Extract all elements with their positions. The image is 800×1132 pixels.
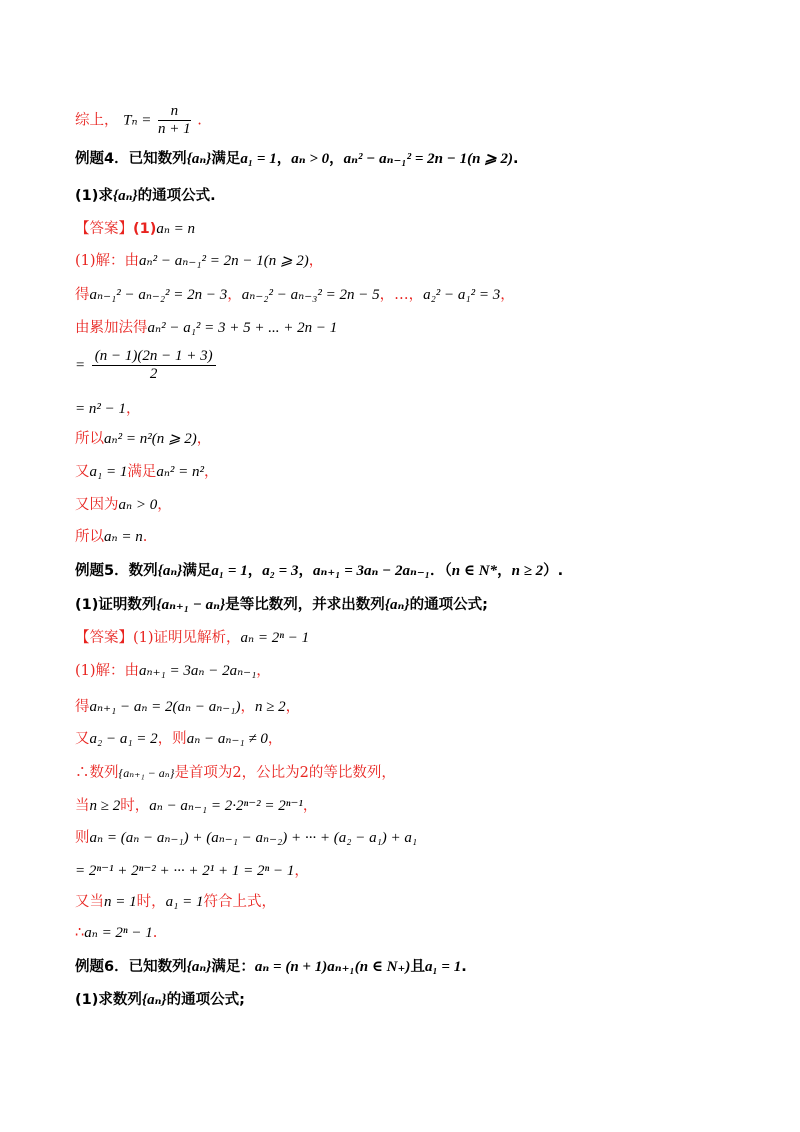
formula: = 2ⁿ⁻¹ + 2ⁿ⁻² + ··· + 2¹ + 1 = 2ⁿ − 1: [75, 863, 295, 879]
question-1: [75, 989, 245, 1011]
formula: aₙ > 0: [291, 151, 330, 167]
solution-line: [75, 250, 323, 272]
formula: aₙ > 0: [118, 497, 158, 513]
solution-line: [75, 728, 282, 750]
text: 又: [75, 731, 90, 747]
example-4-heading: [75, 148, 519, 170]
solution-line: [75, 461, 219, 483]
text: ，: [196, 431, 212, 447]
formula: aₙ = n: [104, 529, 143, 545]
text: ，: [256, 663, 271, 679]
solution-line: [75, 317, 337, 339]
text: ∴: [75, 925, 85, 941]
fraction: [92, 348, 216, 383]
text: ，: [126, 401, 141, 417]
formula: aₙ = 2ⁿ − 1: [240, 630, 310, 646]
text: 由累加法得: [75, 320, 148, 336]
formula: aₙ − aₙ₋₁ ≠ 0: [186, 731, 268, 747]
formula: aₙ − aₙ₋₁ = 2·2ⁿ⁻² = 2ⁿ⁻¹: [149, 798, 303, 814]
text: 得: [75, 699, 90, 715]
text: .: [461, 959, 467, 975]
question-1: [75, 185, 216, 207]
summary-end: .: [197, 112, 202, 129]
solution-line: [75, 398, 141, 420]
summary-line: [75, 103, 202, 138]
text: 又因为: [75, 497, 119, 513]
text: ．（: [430, 563, 452, 579]
fraction-numerator: n: [158, 103, 191, 121]
text: (1)证明见解析，: [133, 630, 241, 646]
solution-line: [75, 795, 317, 817]
text: ，: [308, 253, 324, 269]
text: ，: [294, 863, 309, 879]
formula: n ∈ N*: [451, 563, 498, 579]
fraction-denominator: 2: [149, 366, 158, 382]
text: (1)证明数列: [75, 597, 157, 613]
text: 所以: [75, 431, 104, 447]
formula: aₙ₋₁² − aₙ₋₂² = 2n − 3: [89, 287, 228, 303]
example-5-heading: [75, 560, 563, 582]
solution-line: [75, 827, 417, 849]
formula: n ≥ 2: [254, 699, 286, 715]
formula: n ≥ 2: [89, 798, 121, 814]
text: ，: [500, 287, 515, 303]
text: .: [142, 529, 148, 545]
solution-line: [75, 860, 309, 882]
formula: aₙ₊₁ − aₙ = 2(aₙ − aₙ₋₁): [89, 699, 241, 715]
formula: aₙ² − aₙ₋₁² = 2n − 1(n ⩾ 2): [343, 151, 513, 167]
text: ，: [329, 151, 344, 167]
text: ∴数列: [75, 765, 119, 781]
text: 所以: [75, 529, 104, 545]
formula: aₙ² − aₙ₋₁² = 2n − 1(n ⩾ 2): [139, 253, 309, 269]
formula: aₙ = (aₙ − aₙ₋₁) + (aₙ₋₁ − aₙ₋₂) + ··· + (a₂ − a₁) + a₁: [89, 830, 418, 846]
formula: aₙ₋₂² − aₙ₋₃² = 2n − 5: [241, 287, 380, 303]
text: (1)解：由: [75, 253, 140, 269]
text: 时，: [120, 798, 150, 814]
text: ，: [302, 798, 318, 814]
text: 满足: [211, 151, 241, 167]
text: 的通项公式.: [137, 188, 216, 204]
formula: a₂ − a₁ = 2: [89, 731, 158, 747]
formula: n = 1: [104, 894, 137, 910]
formula: aₙ = n: [156, 221, 196, 237]
example-label: 例题6．已知数列: [75, 959, 187, 975]
solution-line: [75, 891, 276, 913]
text: ，: [204, 464, 219, 480]
formula: {aₙ}: [141, 992, 167, 1008]
solution-line: [75, 922, 157, 944]
text: (1): [133, 221, 157, 237]
formula: {aₙ}: [384, 597, 410, 613]
formula: aₙ² − a₁² = 3 + 5 + ... + 2n − 1: [147, 320, 338, 336]
text: ，: [157, 497, 172, 513]
text: 则: [75, 830, 90, 846]
fraction-numerator: (n − 1)(2n − 1 + 3): [92, 348, 216, 366]
solution-line: [75, 660, 271, 682]
text: 又: [75, 464, 90, 480]
formula: aₙ₊₁ = 3aₙ − 2aₙ₋₁: [312, 563, 431, 579]
answer-tag: 【答案】: [75, 630, 133, 646]
text: ，: [298, 563, 313, 579]
equals: =: [75, 357, 86, 374]
text: 的通项公式;: [409, 597, 488, 613]
solution-fraction-line: [75, 348, 218, 383]
text: 符合上式，: [203, 894, 276, 910]
text: 满足：: [211, 959, 255, 975]
formula: a₁ = 1: [89, 464, 128, 480]
formula: aₙ = 2ⁿ − 1: [84, 925, 153, 941]
formula: a₁ = 1: [240, 151, 277, 167]
formula: a₂² − a₁² = 3: [423, 287, 501, 303]
formula: {aₙ}: [186, 151, 212, 167]
text: ，: [247, 563, 263, 579]
formula: a₁ = 1: [424, 959, 462, 975]
text: ，: [285, 699, 301, 715]
answer-line: [75, 627, 309, 649]
answer-tag: 【答案】: [75, 221, 133, 237]
text: (1)解：由: [75, 663, 140, 679]
formula: aₙ² = n²(n ⩾ 2): [104, 431, 197, 447]
text: (1)求: [75, 188, 113, 204]
text: .: [512, 151, 519, 167]
formula: a₁ = 1: [211, 563, 248, 579]
text: ，: [267, 731, 283, 747]
text: 得: [75, 287, 90, 303]
fraction-denominator: n + 1: [158, 121, 191, 137]
text: ）.: [543, 563, 564, 579]
example-6-heading: [75, 956, 467, 978]
text: 且: [410, 959, 425, 975]
formula: aₙ² = n²: [156, 464, 205, 480]
formula: {aₙ₊₁ − aₙ}: [118, 766, 175, 780]
solution-line: [75, 526, 147, 548]
solution-line: [75, 284, 515, 306]
question-1: [75, 594, 488, 616]
solution-line: [75, 696, 300, 718]
text: ，: [497, 563, 512, 579]
solution-line: [75, 494, 172, 516]
formula: {aₙ}: [157, 563, 183, 579]
text: ，…，: [379, 287, 424, 303]
text: ，: [227, 287, 242, 303]
formula: {aₙ}: [112, 188, 138, 204]
text: 当: [75, 798, 90, 814]
text: 时，: [136, 894, 166, 910]
formula: {aₙ₊₁ − aₙ}: [156, 597, 226, 613]
solution-line: [75, 762, 396, 784]
formula: a₂ = 3: [262, 563, 299, 579]
answer-line: [75, 218, 195, 240]
text: .: [152, 925, 158, 941]
text: 满足: [182, 563, 212, 579]
example-label: 例题4．已知数列: [75, 151, 187, 167]
text: 是等比数列，并求出数列: [225, 597, 385, 613]
text: 满足: [127, 464, 157, 480]
text: 是首项为2，公比为2的等比数列，: [174, 765, 396, 781]
solution-line: [75, 428, 211, 450]
text: ，: [276, 151, 292, 167]
formula: aₙ = (n + 1)aₙ₊₁(n ∈ N₊): [254, 959, 411, 975]
text: 的通项公式;: [166, 992, 245, 1008]
formula: aₙ₊₁ = 3aₙ − 2aₙ₋₁: [139, 663, 257, 679]
formula: Tₙ =: [123, 112, 152, 129]
formula: {aₙ}: [186, 959, 212, 975]
text: 又当: [75, 894, 104, 910]
fraction: [158, 103, 191, 138]
formula: a₁ = 1: [165, 894, 204, 910]
text: ，: [240, 699, 255, 715]
formula: = n² − 1: [75, 401, 126, 417]
text: (1)求数列: [75, 992, 142, 1008]
text: ，则: [157, 731, 187, 747]
example-label: 例题5．数列: [75, 563, 158, 579]
summary-text: 综上，: [75, 112, 119, 129]
formula: n ≥ 2: [511, 563, 544, 579]
